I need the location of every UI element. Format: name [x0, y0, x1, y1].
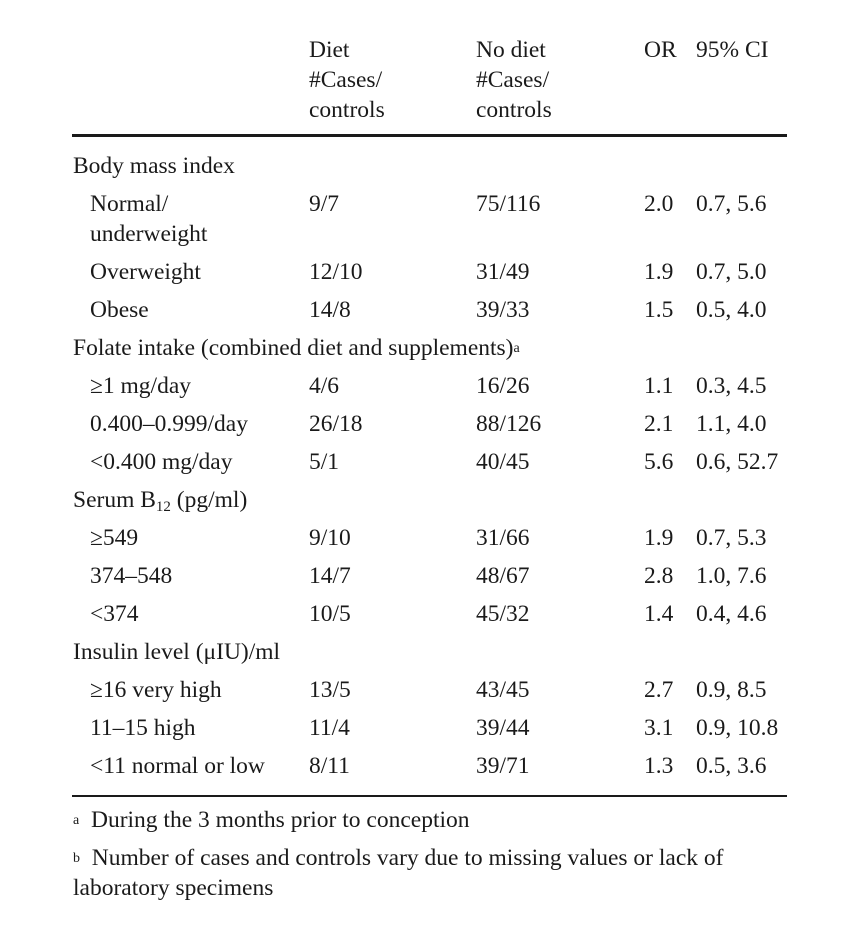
cell-no-diet: 31/49: [476, 259, 530, 285]
row-label: 0.400–0.999/day: [90, 411, 248, 437]
cell-diet: 26/18: [309, 411, 363, 437]
cell-ci: 0.5, 4.0: [696, 297, 767, 323]
cell-no-diet: 31/66: [476, 525, 530, 551]
cell-diet: 8/11: [309, 753, 350, 779]
bottom-rule: [72, 795, 787, 797]
section-title: Insulin level (μIU)/ml: [73, 639, 281, 665]
cell-ci: 0.9, 8.5: [696, 677, 767, 703]
cell-ci: 0.3, 4.5: [696, 373, 767, 399]
cell-no-diet: 48/67: [476, 563, 530, 589]
cell-diet: 13/5: [309, 677, 351, 703]
row-label: Normal/: [90, 191, 169, 217]
cell-or: 1.5: [644, 297, 674, 323]
row-label: Obese: [90, 297, 149, 323]
cell-or: 2.8: [644, 563, 674, 589]
footnote: laboratory specimens: [73, 875, 274, 901]
row-label: 374–548: [90, 563, 173, 589]
footnote-marker: a: [513, 341, 520, 356]
header-diet: Diet: [309, 37, 350, 63]
cell-ci: 0.7, 5.0: [696, 259, 767, 285]
cell-no-diet: 75/116: [476, 191, 541, 217]
header-rule: [72, 134, 787, 137]
cell-no-diet: 39/71: [476, 753, 530, 779]
row-label: <374: [90, 601, 139, 627]
cell-no-diet: 39/33: [476, 297, 530, 323]
cell-or: 2.1: [644, 411, 674, 437]
cell-ci: 0.7, 5.3: [696, 525, 767, 551]
cell-ci: 0.6, 52.7: [696, 449, 779, 475]
header-ci: 95% CI: [696, 37, 769, 63]
cell-no-diet: 43/45: [476, 677, 530, 703]
cell-ci: 0.9, 10.8: [696, 715, 779, 741]
cell-no-diet: 39/44: [476, 715, 530, 741]
cell-diet: 4/6: [309, 373, 340, 399]
cell-no-diet: 16/26: [476, 373, 530, 399]
row-label: ≥1 mg/day: [90, 373, 192, 399]
cell-ci: 1.0, 7.6: [696, 563, 767, 589]
cell-diet: 12/10: [309, 259, 363, 285]
cell-diet: 9/10: [309, 525, 351, 551]
footnote-marker: a: [73, 813, 80, 828]
cell-diet: 10/5: [309, 601, 351, 627]
cell-diet: 11/4: [309, 715, 350, 741]
section-title: Folate intake (combined diet and supplements)$^a$: [73, 335, 520, 361]
row-label: <0.400 mg/day: [90, 449, 233, 475]
section-title: Body mass index: [73, 153, 235, 179]
cell-no-diet: 40/45: [476, 449, 530, 475]
cell-or: 1.1: [644, 373, 674, 399]
footnote-marker: b: [73, 851, 80, 866]
row-label: <11 normal or low: [90, 753, 265, 779]
row-label: ≥549: [90, 525, 139, 551]
cell-diet: 14/8: [309, 297, 351, 323]
cell-ci: 0.5, 3.6: [696, 753, 767, 779]
cell-or: 2.0: [644, 191, 674, 217]
section-title: Serum B12 (pg/ml): [73, 487, 248, 515]
cell-or: 1.3: [644, 753, 674, 779]
cell-or: 3.1: [644, 715, 674, 741]
header-diet: controls: [309, 97, 385, 123]
footnote: $^a$ During the 3 months prior to conception: [73, 807, 470, 833]
cell-or: 1.9: [644, 525, 674, 551]
header-no-diet: #Cases/: [476, 67, 550, 93]
cell-diet: 9/7: [309, 191, 340, 217]
row-label: 11–15 high: [90, 715, 196, 741]
cell-no-diet: 45/32: [476, 601, 530, 627]
cell-ci: 0.7, 5.6: [696, 191, 767, 217]
header-diet: #Cases/: [309, 67, 383, 93]
header-no-diet: No diet: [476, 37, 546, 63]
header-or: OR: [644, 37, 677, 63]
cell-or: 1.4: [644, 601, 674, 627]
row-label: ≥16 very high: [90, 677, 222, 703]
cell-or: 1.9: [644, 259, 674, 285]
footnote: $^b$ Number of cases and controls vary due to missing values or lack of: [73, 845, 724, 871]
cell-diet: 5/1: [309, 449, 340, 475]
header-no-diet: controls: [476, 97, 552, 123]
row-label: Overweight: [90, 259, 201, 285]
cell-ci: 1.1, 4.0: [696, 411, 767, 437]
cell-no-diet: 88/126: [476, 411, 542, 437]
cell-or: 5.6: [644, 449, 674, 475]
cell-ci: 0.4, 4.6: [696, 601, 767, 627]
row-label: underweight: [90, 221, 208, 247]
cell-diet: 14/7: [309, 563, 351, 589]
cell-or: 2.7: [644, 677, 674, 703]
